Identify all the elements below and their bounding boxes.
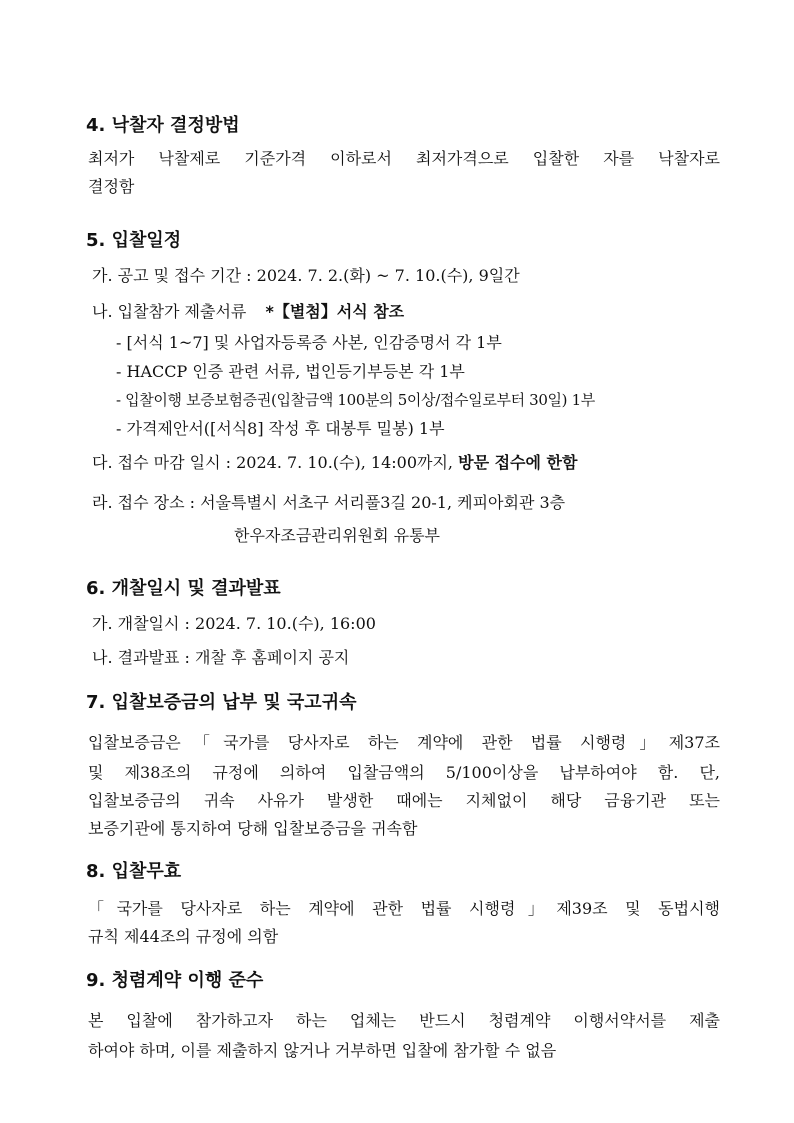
section-5-item-da: [92, 452, 577, 474]
section-8-text-line-2: 규칙 제44조의 규정에 의함: [88, 927, 279, 946]
section-6-item-na: 나. 결과발표 : 개찰 후 홈페이지 공지: [92, 648, 350, 667]
section-7-title: 7. 입찰보증금의 납부 및 국고귀속: [86, 692, 357, 713]
required-document-4: - 가격제안서([서식8] 작성 후 대봉투 밀봉) 1부: [116, 419, 445, 438]
visit-only-emphasis: 방문 접수에 한함: [458, 453, 578, 472]
section-8-text-line-1: 「국가를 당사자로 하는 계약에 관한 법률 시행령」제39조 및 동법시행: [88, 899, 720, 918]
required-document-1: - [서식 1~7] 및 사업자등록증 사본, 인감증명서 각 1부: [116, 333, 502, 352]
section-5-item-ga: 가. 공고 및 접수 기간 : 2024. 7. 2.(화) ~ 7. 10.(수), 9일간: [92, 266, 520, 285]
section-9-text-line-2: 하여야 하며, 이를 제출하지 않거나 거부하면 입찰에 참가할 수 없음: [88, 1041, 557, 1060]
section-5-item-ra-continued: 한우자조금관리위원회 유통부: [234, 526, 441, 545]
section-7-text-line-3: 입찰보증금의 귀속 사유가 발생한 때에는 지체없이 해당 금융기관 또는: [88, 791, 720, 810]
section-7-text-line-1: 입찰보증금은「국가를 당사자로 하는 계약에 관한 법률 시행령」제37조: [88, 733, 720, 752]
section-9-text-line-1: 본 입찰에 참가하고자 하는 업체는 반드시 청렴계약 이행서약서를 제출: [88, 1011, 720, 1030]
required-document-2: - HACCP 인증 관련 서류, 법인등기부등본 각 1부: [116, 362, 465, 381]
section-5-item-na-label: 나. 입찰참가 제출서류: [92, 302, 247, 321]
section-4-text-line-2: 결정함: [88, 177, 135, 196]
section-7-text-line-2: 및 제38조의 규정에 의하여 입찰금액의 5/100이상을 납부하여야 함. 단,: [88, 763, 720, 782]
attachment-reference-note: *【별첨】서식 참조: [265, 302, 405, 321]
section-8-title: 8. 입찰무효: [86, 861, 182, 882]
section-5-item-na: [92, 301, 404, 323]
section-4-text-line-1: 최저가 낙찰제로 기준가격 이하로서 최저가격으로 입찰한 자를 낙찰자로: [88, 149, 720, 168]
section-7-text-line-4: 보증기관에 통지하여 당해 입찰보증금을 귀속함: [88, 819, 418, 838]
section-6-item-ga: 가. 개찰일시 : 2024. 7. 10.(수), 16:00: [92, 614, 376, 633]
section-5-title: 5. 입찰일정: [86, 230, 182, 251]
section-4-title: 4. 낙찰자 결정방법: [86, 115, 240, 136]
required-document-3: - 입찰이행 보증보험증권(입찰금액 100분의 5이상/접수일로부터 30일) 1부: [116, 391, 595, 409]
section-9-title: 9. 청렴계약 이행 준수: [86, 970, 264, 991]
section-5-item-ra: 라. 접수 장소 : 서울특별시 서초구 서리풀3길 20-1, 케피아회관 3층: [92, 493, 566, 512]
section-5-item-da-text: 다. 접수 마감 일시 : 2024. 7. 10.(수), 14:00까지,: [92, 453, 454, 472]
section-6-title: 6. 개찰일시 및 결과발표: [86, 578, 281, 599]
